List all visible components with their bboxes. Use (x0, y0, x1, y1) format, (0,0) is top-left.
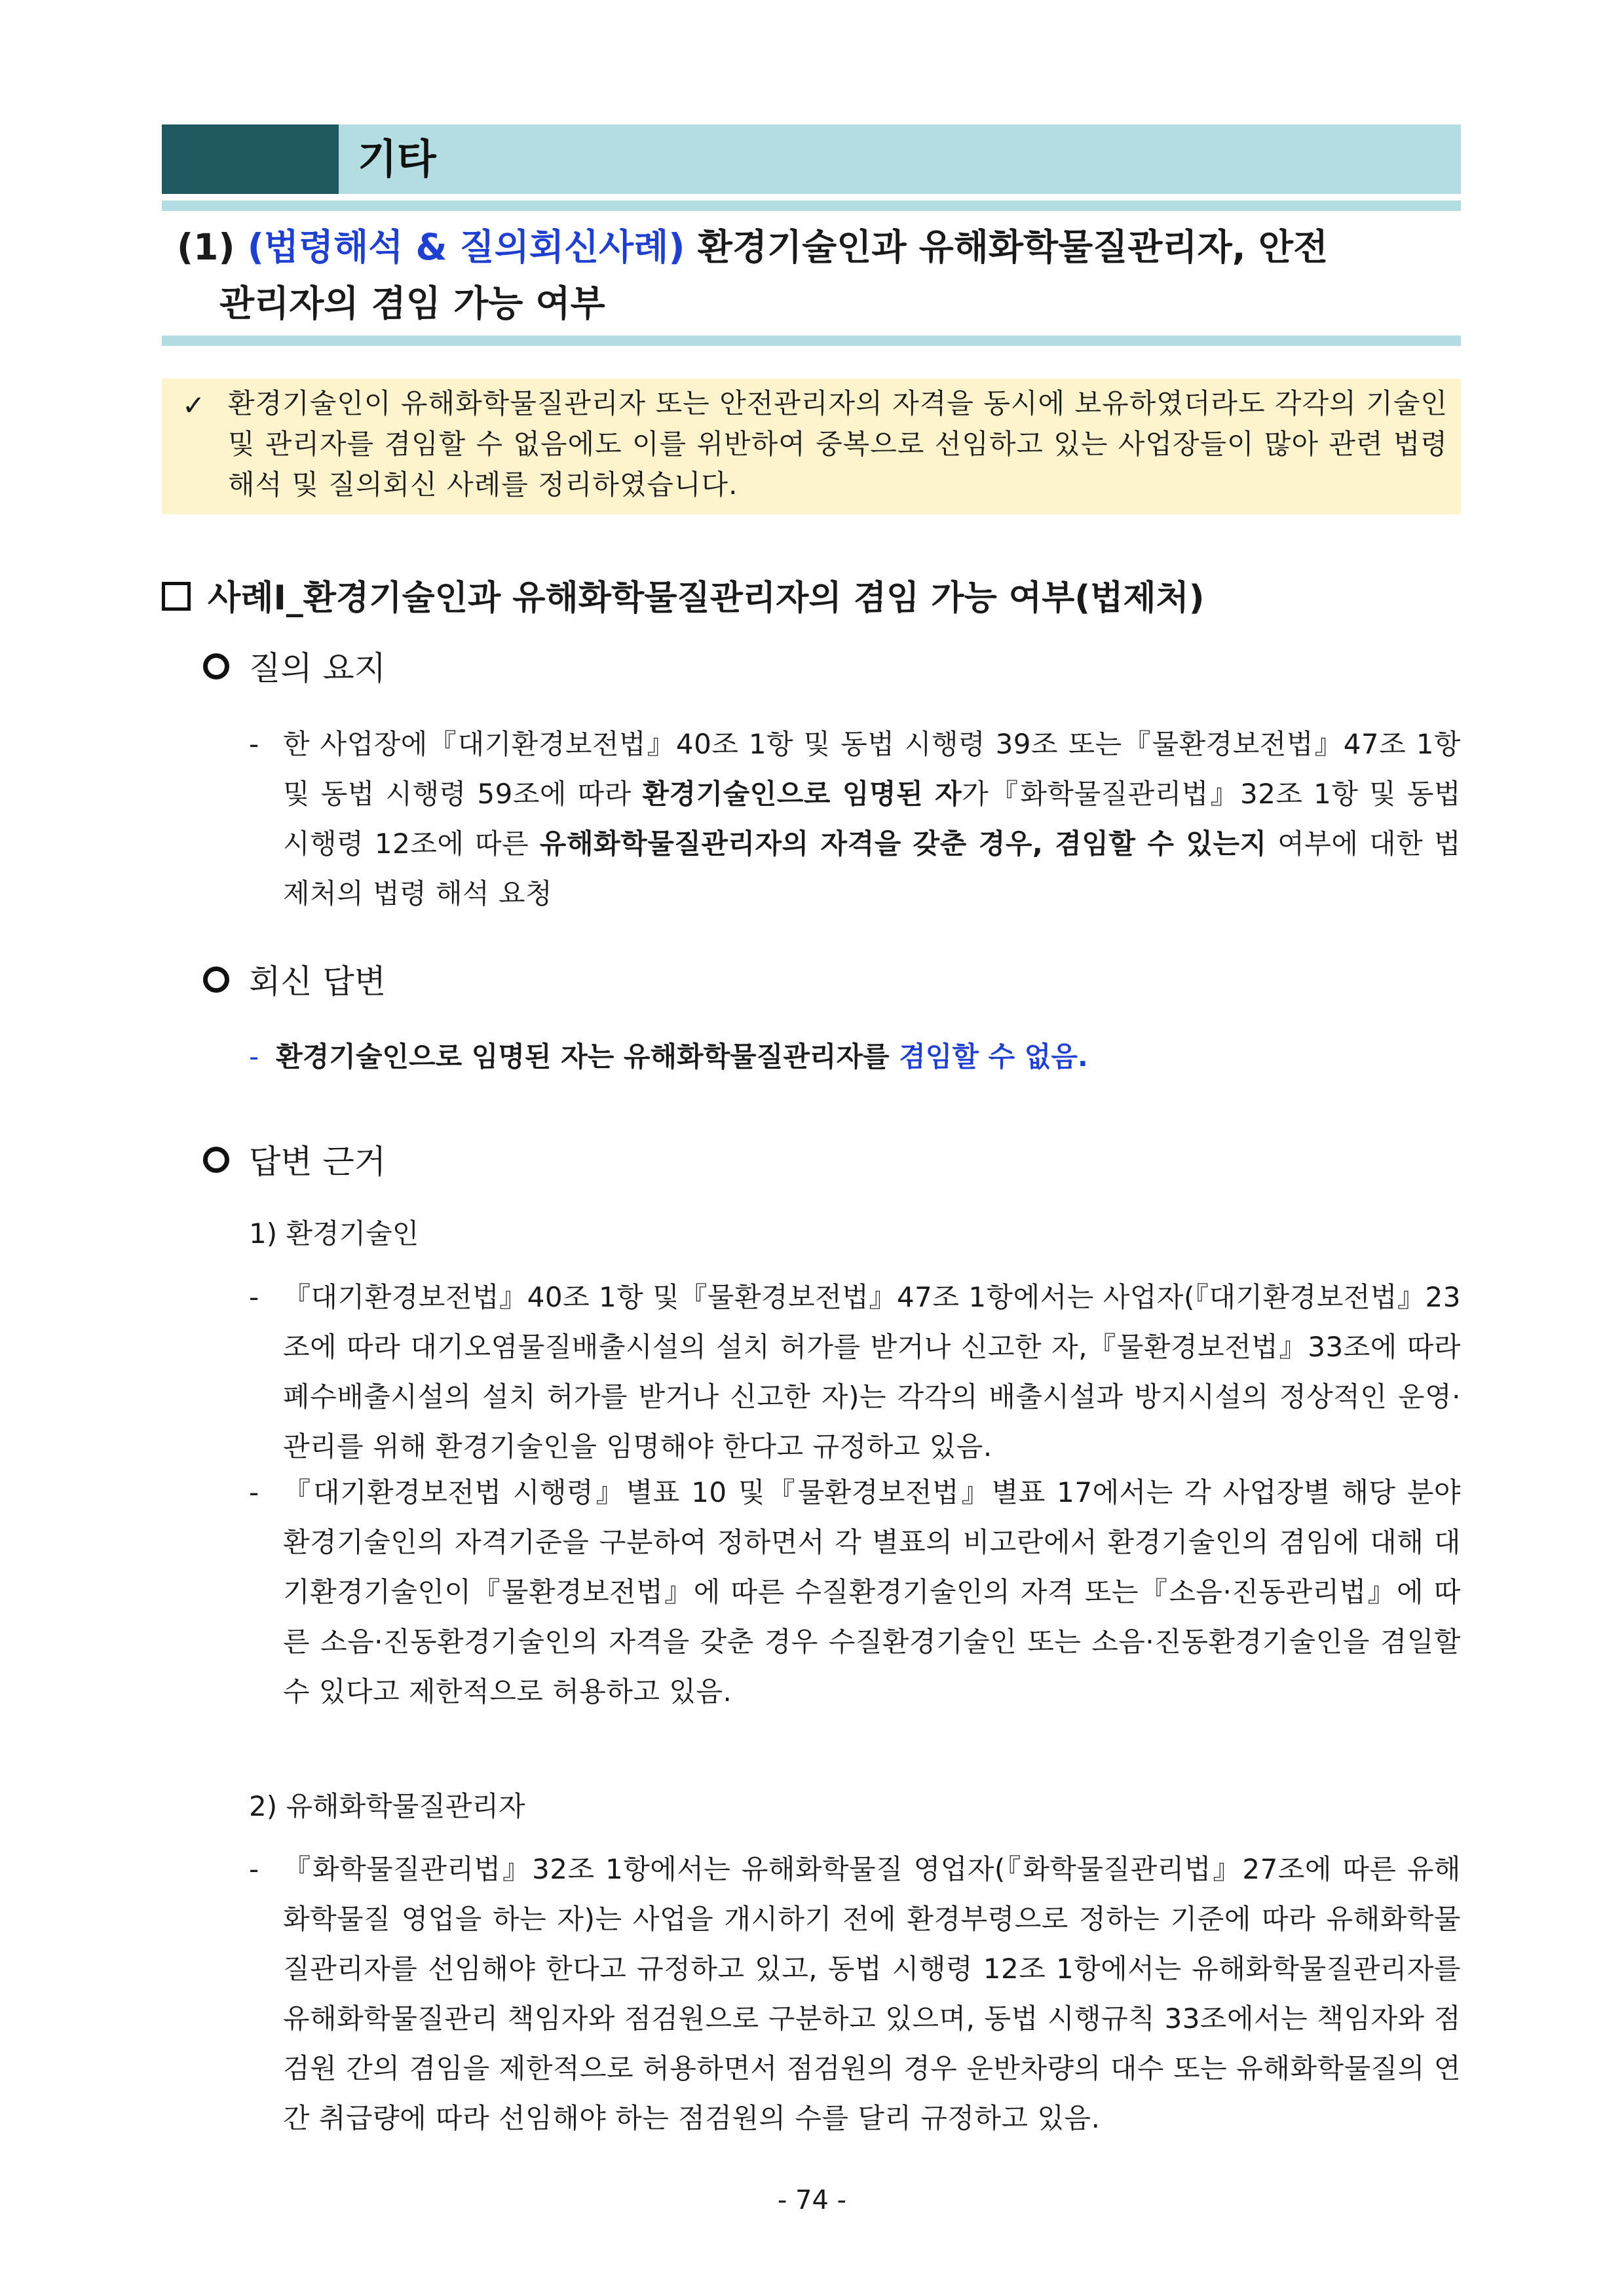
section-title-line1: 환경기술인과 유해화학물질관리자, 안전 (697, 226, 1329, 268)
question-heading (203, 645, 386, 691)
dash-bullet: - (249, 728, 259, 760)
section-divider (162, 335, 1461, 346)
dash-bullet: - (249, 1476, 259, 1508)
reply-answer (249, 1032, 1088, 1082)
circle-bullet-icon (203, 1147, 229, 1173)
section-title-line2: 관리자의 겸임 가능 여부 (219, 282, 605, 324)
dash-bullet: - (249, 1041, 259, 1073)
note-text: 환경기술인이 유해화학물질관리자 또는 안전관리자의 자격을 동시에 보유하였더라도 각각의 기술인 및 관리자를 겸임할 수 없음에도 이를 위반하여 중복으로 선임하고 있는 사업장들이 많아 관련 법령해석 및 질의회신 사례를 정리하였습니다. (228, 387, 1448, 501)
checkbox-square-icon (162, 582, 191, 611)
check-icon: ✓ (182, 389, 206, 421)
case-title: 사례Ⅰ_환경기술인과 유해화학물질관리자의 겸임 가능 여부(법제처) (208, 579, 1205, 618)
basis-item-1-paragraph-1 (249, 1272, 1461, 1472)
reply-highlight: 겸임할 수 없음. (899, 1041, 1088, 1073)
basis-item-1-title: 1) 환경기술인 (249, 1217, 419, 1250)
question-text-2: 가『화학물질관리법』32조 1항 및 동법 시행령 12조에 따른 (283, 778, 1461, 860)
reply-heading-label: 회신 답변 (249, 963, 387, 1001)
basis-item-1-text-2: 『대기환경보전법 시행령』별표 10 및『물환경보전법』별표 17에서는 각 사업장별 해당 분야 환경기술인의 자격기준을 구분하여 정하면서 각 별표의 비고란에서 환경기술인의 겸임에 대해 대기환경기술인이『물환경보전법』에 따른 수질환경기술인의 자격 또는『소음·진동관리법』에 따른 소음·진동환경기술인의 자격을 갖춘 경우 수질환경기술인 또는 소음·진동환경기술인을 겸일할 수 있다고 제한적으로 허용하고 있음. (283, 1476, 1461, 1708)
question-bold-1: 환경기술인으로 임명된 자 (642, 778, 962, 810)
circle-bullet-icon (203, 966, 229, 993)
question-heading-label: 질의 요지 (249, 649, 387, 687)
header-divider (162, 201, 1461, 211)
basis-item-1-paragraph-2 (249, 1468, 1461, 1717)
question-text-3: 여부에 대한 법제처의 법령 해석 요청 (283, 828, 1462, 909)
dash-bullet: - (249, 1281, 259, 1313)
question-bold-2: 유해화학물질관리자의 자격을 갖춘 경우, 겸임할 수 있는지 (539, 828, 1267, 860)
case-heading (162, 575, 1205, 621)
reply-heading (203, 959, 386, 1004)
basis-item-2-text-1: 『화학물질관리법』32조 1항에서는 유해화학물질 영업자(『화학물질관리법』27조에 따른 유해화학물질 영업을 하는 자)는 사업을 개시하기 전에 환경부령으로 정하는 기준에 따라 유해화학물질관리자를 선임해야 한다고 규정하고 있고, 동법 시행령 12조 1항에서는 유해화학물질관리자를 유해화학물질관리 책임자와 점검원으로 구분하고 있으며, 동법 시행규칙 33조에서는 책임자와 점검원 간의 겸임을 제한적으로 허용하면서 점검원의 경우 운반차량의 대수 또는 유해화학물질의 연간 취급량에 따라 선임해야 하는 점검원의 수를 달리 규정하고 있음. (283, 1853, 1461, 2134)
section-title (177, 219, 1461, 332)
circle-bullet-icon (203, 653, 229, 679)
question-text-1: 한 사업장에『대기환경보전법』40조 1항 및 동법 시행령 39조 또는『물환경보전법』47조 1항 및 동법 시행령 59조에 따라 (283, 728, 1461, 810)
section-number: (1) (177, 226, 235, 268)
header-accent-block (162, 124, 339, 194)
page-title: 기타 (358, 135, 436, 183)
dash-bullet: - (249, 1853, 259, 1885)
reply-bold-text: 환경기술인으로 임명된 자는 유해화학물질관리자를 (276, 1041, 890, 1073)
question-paragraph (249, 719, 1461, 919)
basis-item-2-paragraph-1 (249, 1845, 1461, 2143)
section-tag: (법령해석 & 질의회신사례) (247, 226, 685, 268)
basis-heading (203, 1139, 386, 1185)
header-band (162, 124, 1461, 194)
basis-item-2-title: 2) 유해화학물질관리자 (249, 1790, 525, 1822)
page-number: - 74 - (777, 2185, 847, 2215)
basis-heading-label: 답변 근거 (249, 1143, 387, 1181)
basis-item-1-text-1: 『대기환경보전법』40조 1항 및『물환경보전법』47조 1항에서는 사업자(『대기환경보전법』23조에 따라 대기오염물질배출시설의 설치 허가를 받거나 신고한 자,『물환경보전법』33조에 따라 폐수배출시설의 설치 허가를 받거나 신고한 자)는 각각의 배출시설과 방지시설의 정상적인 운영·관리를 위해 환경기술인을 임명해야 한다고 규정하고 있음. (283, 1281, 1461, 1463)
